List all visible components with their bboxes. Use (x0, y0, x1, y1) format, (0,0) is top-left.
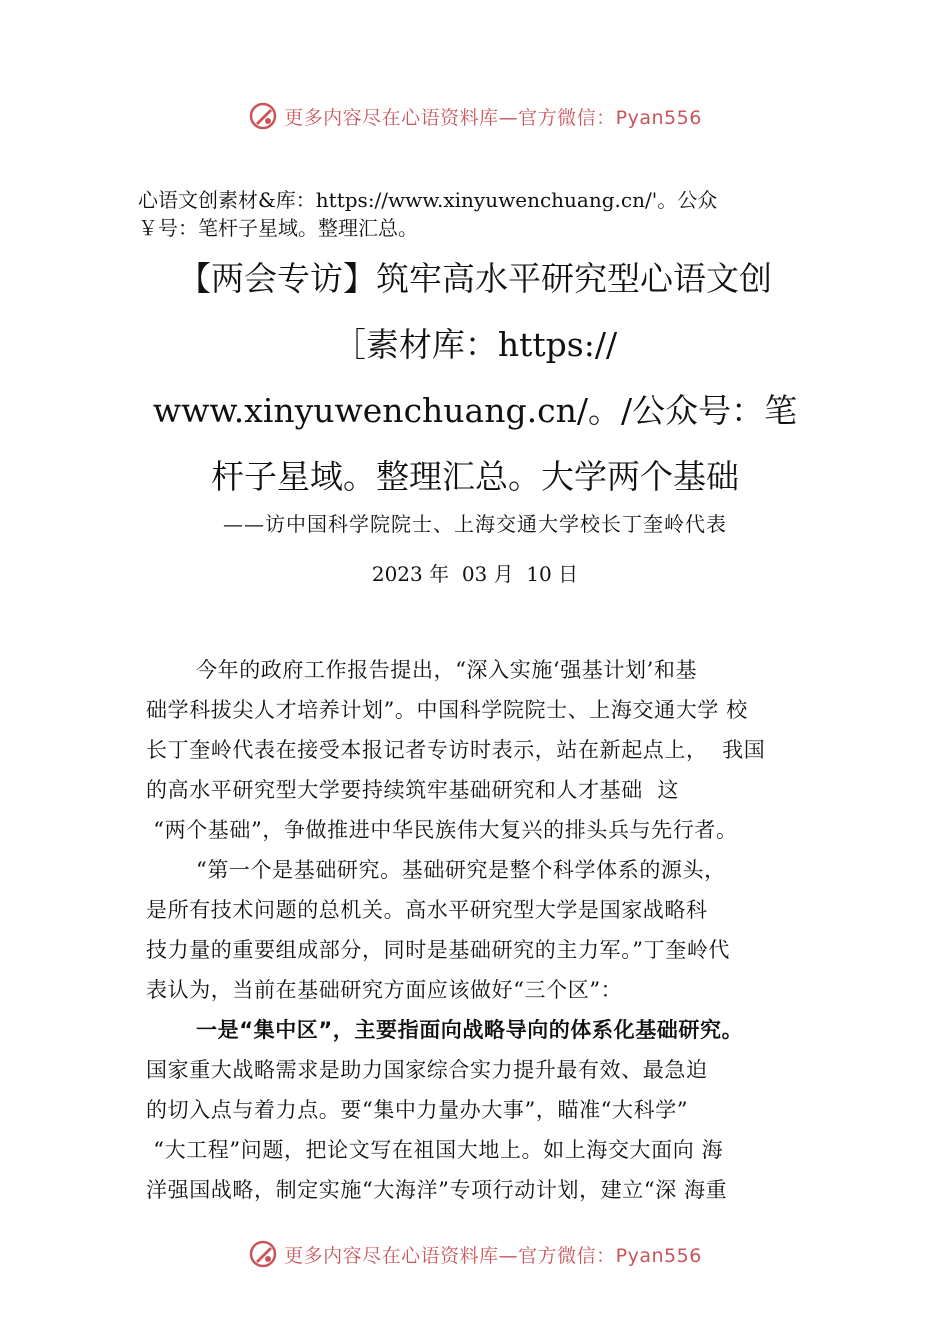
article-date: 2023 年 03 月 10 日 (371, 562, 579, 586)
title-line: www.xinyuwenchuang.cn/。/公众号：笔 (152, 391, 798, 430)
title-line: ［素材库：https:// (332, 325, 618, 364)
title-line: 【两会专访】筑牢高水平研究型心语文创 (178, 259, 772, 298)
body-line: “大工程”问题，把论文写在祖国大地上。如上海交大面向 海 (146, 1138, 724, 1162)
wechat-handle: Pyan556 (615, 1244, 702, 1267)
body-line: “第一个是基础研究。基础研究是整个科学体系的源头， (196, 858, 726, 882)
body-line-bold: 一是“集中区”，主要指面向战略导向的体系化基础研究。 (196, 1018, 744, 1042)
article-subtitle: ——访中国科学院院士、上海交通大学校长丁奎岭代表 (223, 512, 727, 536)
body-line: 国家重大战略需求是助力国家综合实力提升最有效、最急迫 (146, 1058, 708, 1082)
wechat-handle: Pyan556 (615, 106, 702, 129)
source-note: 心语文创素材&库：https://www.xinyuwenchuang.cn/'。公众 ￥号：笔杆子星域。整理汇总。 (138, 188, 718, 240)
body-line: 表认为，当前在基础研究方面应该做好“三个区”： (146, 978, 623, 1002)
pen-seal-logo-icon (248, 101, 278, 131)
pen-seal-logo-icon (248, 1239, 278, 1269)
body-line: 技力量的重要组成部分，同时是基础研究的主力军。”丁奎岭代 (146, 938, 731, 962)
body-line: 的切入点与着力点。要“集中力量办大事”，瞄准“大科学” (146, 1098, 689, 1122)
footer-banner (0, 1234, 950, 1274)
body-line: 长丁奎岭代表在接受本报记者专访时表示，站在新起点上， 我国 (146, 738, 766, 762)
title-line: 杆子星域。整理汇总。大学两个基础 (211, 457, 739, 496)
body-line: “两个基础”，争做推进中华民族伟大复兴的排头兵与先行者。 (146, 818, 738, 842)
header-banner (0, 96, 950, 136)
body-line: 洋强国战略，制定实施“大海洋”专项行动计划，建立“深 海重 (146, 1178, 728, 1202)
body-line: 的高水平研究型大学要持续筑牢基础研究和人才基础 这 (146, 778, 679, 802)
body-line: 础学科拔尖人才培养计划”。中国科学院院士、上海交通大学 校 (146, 698, 748, 722)
banner-text: 更多内容尽在心语资料库—官方微信：Pyan556 (284, 106, 702, 129)
body-line: 是所有技术问题的总机关。高水平研究型大学是国家战略科 (146, 898, 708, 922)
banner-text: 更多内容尽在心语资料库—官方微信：Pyan556 (284, 1244, 702, 1267)
article-title (120, 246, 830, 510)
body-line: 今年的政府工作报告提出，“深入实施‘强基计划’和基 (196, 658, 698, 682)
article-body (146, 650, 836, 1210)
